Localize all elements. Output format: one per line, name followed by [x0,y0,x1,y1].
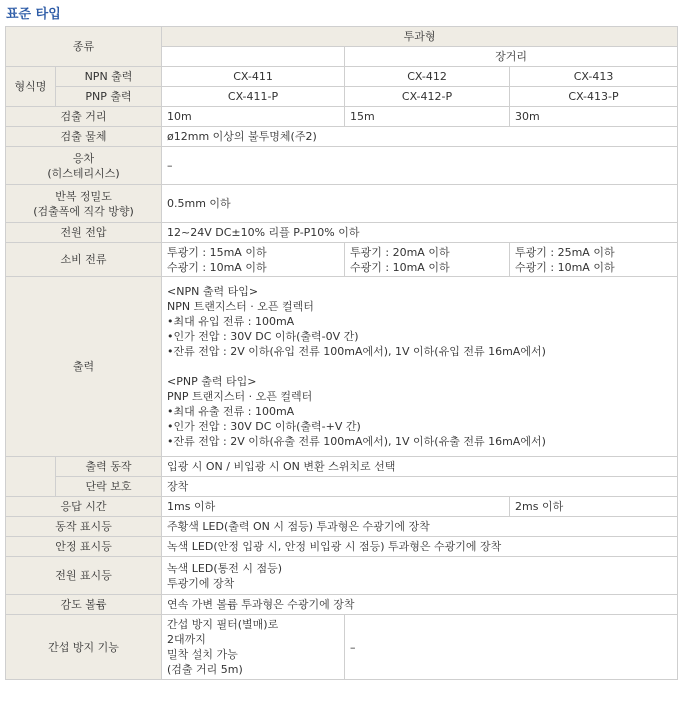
row-label: 소비 전류 [6,243,162,277]
value-cell: 녹색 LED(통전 시 점등) 투광기에 장착 [162,557,678,595]
model-cell: CX-412 [345,67,510,87]
value-cell: 연속 가변 볼륨 투과형은 수광기에 장착 [162,595,678,615]
blank-label [6,457,56,497]
value-cell: 0.5mm 이하 [162,185,678,223]
table-row [6,243,678,277]
value-cell: ø12mm 이상의 불투명체(주2) [162,127,678,147]
table-row [6,107,678,127]
subcategory-header: 장거리 [345,47,678,67]
row-label: 동작 표시등 [6,517,162,537]
table-row [6,87,678,107]
value-cell: 투광기 : 20mA 이하 수광기 : 10mA 이하 [345,243,510,277]
row-label: 안정 표시등 [6,537,162,557]
value-cell: 투광기 : 25mA 이하 수광기 : 10mA 이하 [510,243,678,277]
row-label: 전원 전압 [6,223,162,243]
table-row [6,477,678,497]
row-label: 검출 거리 [6,107,162,127]
table-row [6,497,678,517]
row-label: 전원 표시등 [6,557,162,595]
blank-cell [162,47,345,67]
model-label: 형식명 [6,67,56,107]
model-cell: CX-413-P [510,87,678,107]
value-cell: 2ms 이하 [510,497,678,517]
value-cell: <NPN 출력 타입> NPN 트랜지스터 · 오픈 컬렉터 •최대 유입 전류 : 100mA •인가 전압 : 30V DC 이하(출력-0V 간) •잔류 전압 : 2V 이하(유입 전류 100mA에서), 1V 이하(유입 전류 16mA에서) <PNP 출력 타입> PNP 트랜지스터 · 오픈 컬렉터 •최대 유출 전류 : 100mA •인가 전압 : 30V DC 이하(출력-+V 간) •잔류 전압 : 2V 이하(유출 전류 100mA에서), 1V 이하(유출 전류 16mA에서) [162,277,678,457]
table-row [6,517,678,537]
value-cell: 15m [345,107,510,127]
table-row [6,67,678,87]
value-cell: 투광기 : 15mA 이하 수광기 : 10mA 이하 [162,243,345,277]
row-label: 단락 보호 [56,477,162,497]
table-row [6,185,678,223]
table-row [6,457,678,477]
value-cell: 1ms 이하 [162,497,510,517]
value-cell: 30m [510,107,678,127]
table-row [6,277,678,457]
value-cell: 12~24V DC±10% 리플 P-P10% 이하 [162,223,678,243]
table-row [6,595,678,615]
table-row [6,127,678,147]
value-cell: 10m [162,107,345,127]
value-cell: 주황색 LED(출력 ON 시 점등) 투과형은 수광기에 장착 [162,517,678,537]
value-cell: – [162,147,678,185]
pnp-label: PNP 출력 [56,87,162,107]
model-cell: CX-411-P [162,87,345,107]
value-cell: 녹색 LED(안정 입광 시, 안정 비입광 시 점등) 투과형은 수광기에 장착 [162,537,678,557]
table-row [6,557,678,595]
table-row [6,147,678,185]
npn-label: NPN 출력 [56,67,162,87]
table-row [6,223,678,243]
table-row [6,27,678,47]
spec-table [5,26,678,680]
value-cell: – [345,615,678,680]
type-header: 종류 [6,27,162,67]
value-cell: 간섭 방지 필터(별매)로 2대까지 밀착 설치 가능 (검출 거리 5m) [162,615,345,680]
model-cell: CX-413 [510,67,678,87]
row-label: 검출 물체 [6,127,162,147]
table-row [6,537,678,557]
value-cell: 입광 시 ON / 비입광 시 ON 변환 스위치로 선택 [162,457,678,477]
row-label: 응답 시간 [6,497,162,517]
row-label: 간섭 방지 기능 [6,615,162,680]
category-header: 투과형 [162,27,678,47]
table-row [6,615,678,680]
row-label: 출력 동작 [56,457,162,477]
model-cell: CX-411 [162,67,345,87]
row-label: 출력 [6,277,162,457]
row-label: 반복 정밀도 (검출폭에 직각 방향) [6,185,162,223]
row-label: 응차 (히스테리시스) [6,147,162,185]
model-cell: CX-412-P [345,87,510,107]
row-label: 감도 볼륨 [6,595,162,615]
page-title: 표준 타입 [6,7,61,22]
value-cell: 장착 [162,477,678,497]
